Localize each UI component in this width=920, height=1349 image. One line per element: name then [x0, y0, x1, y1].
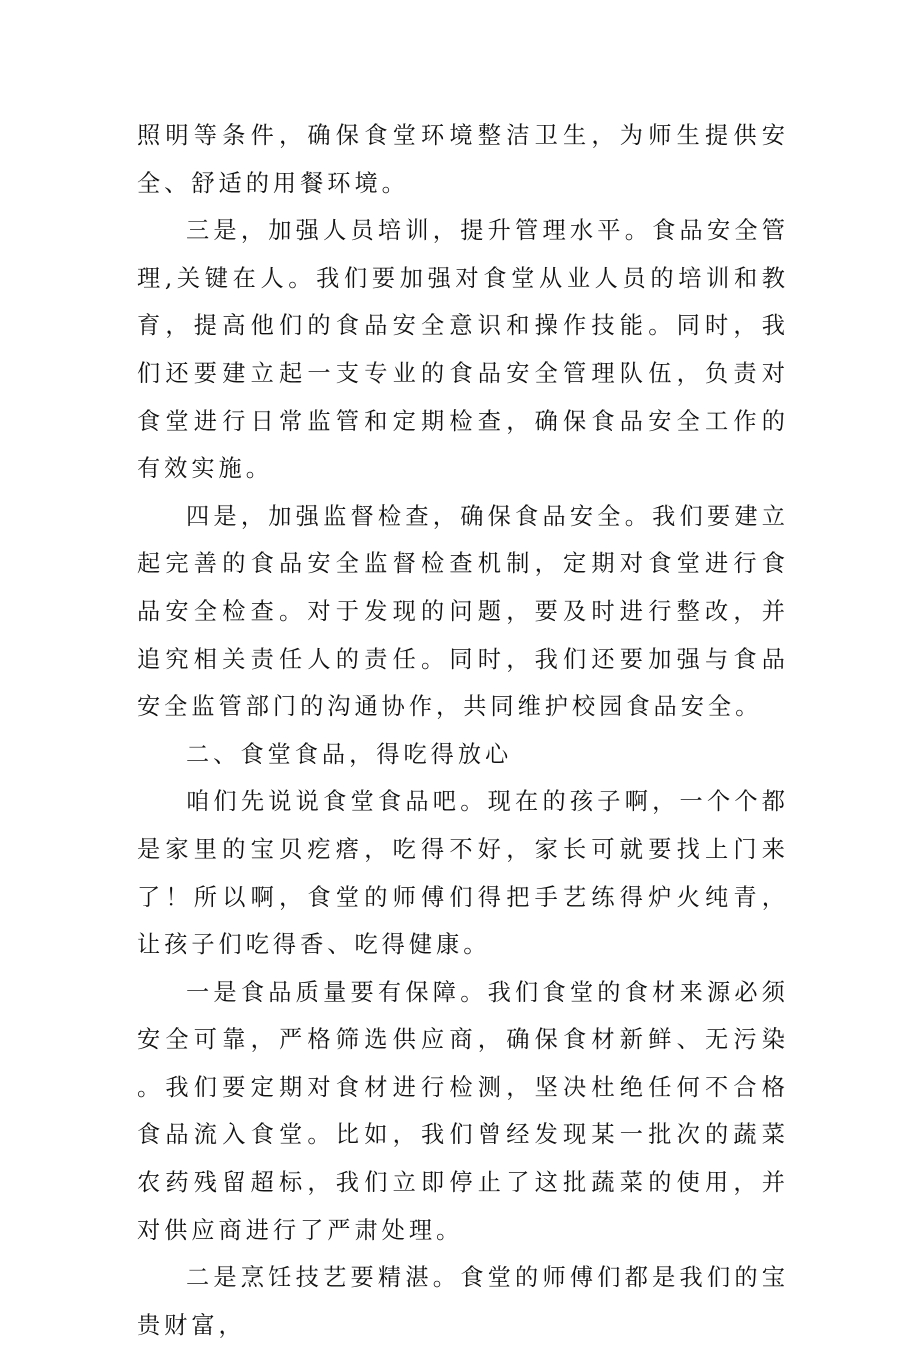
document-body	[137, 112, 789, 1349]
paragraph-staff-training: 三是，加强人员培训，提升管理水平。食品安全管理,关键在人。我们要加强对食堂从业人员的培训和教育，提高他们的食品安全意识和操作技能。同时，我们还要建立起一支专业的食品安全管理队伍，负责对食堂进行日常监管和定期检查，确保食品安全工作的有效实施。	[137, 217, 789, 483]
paragraph-supervision: 四是，加强监督检查，确保食品安全。我们要建立起完善的食品安全监督检查机制，定期对食堂进行食品安全检查。对于发现的问题，要及时进行整改，并追究相关责任人的责任。同时，我们还要加强与食品安全监管部门的沟通协作，共同维护校园食品安全。	[137, 502, 789, 721]
paragraph-food-quality: 一是食品质量要有保障。我们食堂的食材来源必须安全可靠，严格筛选供应商，确保食材新鲜、无污染。我们要定期对食材进行检测，坚决杜绝任何不合格食品流入食堂。比如，我们曾经发现某一批次的蔬菜农药残留超标，我们立即停止了这批蔬菜的使用，并对供应商进行了严肃处理。	[137, 978, 789, 1244]
paragraph-canteen-food-intro: 咱们先说说食堂食品吧。现在的孩子啊，一个个都是家里的宝贝疙瘩，吃得不好，家长可就要找上门来了！所以啊，食堂的师傅们得把手艺练得炉火纯青，让孩子们吃得香、吃得健康。	[137, 788, 789, 959]
paragraph-cooking-skills: 二是烹饪技艺要精湛。食堂的师傅们都是我们的宝贵财富，	[137, 1264, 789, 1339]
paragraph-environment: 照明等条件，确保食堂环境整洁卫生，为师生提供安全、舒适的用餐环境。	[137, 122, 789, 197]
section-heading-canteen-food: 二、食堂食品，得吃得放心	[186, 740, 513, 768]
